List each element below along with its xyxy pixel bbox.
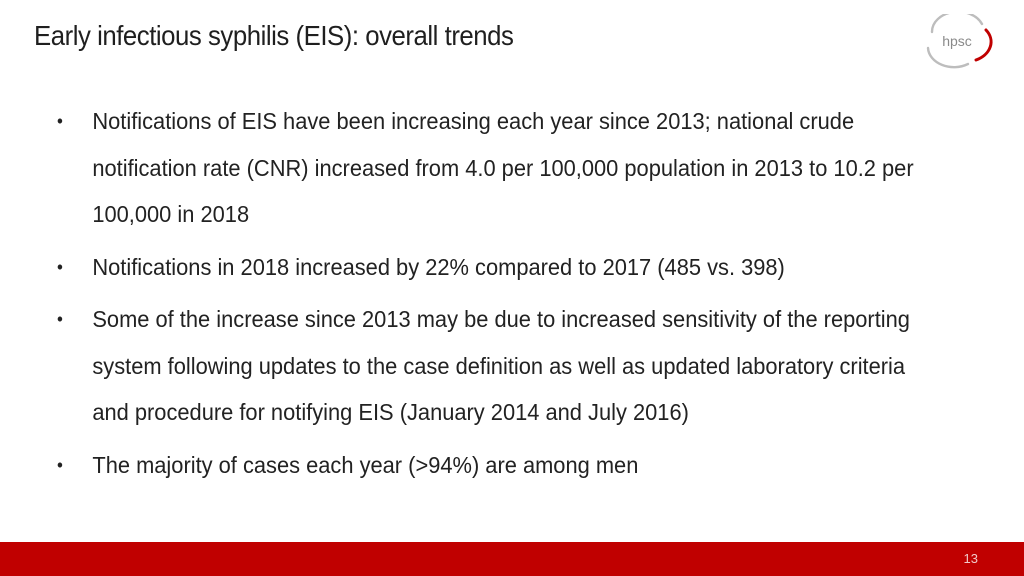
bullet-icon: • [57, 309, 63, 329]
bullet-icon: • [57, 111, 63, 131]
logo-text: hpsc [942, 33, 972, 49]
slide-title: Early infectious syphilis (EIS): overall trends [34, 20, 514, 51]
bullet-icon: • [57, 454, 63, 475]
bullet-item [57, 442, 929, 489]
bullet-text: The majority of cases each year (>94%) are among men [92, 451, 639, 478]
bullet-item [57, 296, 929, 436]
bullet-text: Notifications of EIS have been increasing each year since 2013; national crude notification rate (CNR) increased from 4.0 per 100,000 population in 2013 to 10.2 per 100,000 in 2018 [92, 108, 914, 227]
bullet-text: Notifications in 2018 increased by 22% compared to 2017 (485 vs. 398) [92, 253, 785, 280]
hpsc-logo [916, 14, 998, 70]
page-number: 13 [963, 551, 978, 566]
bullet-list [57, 98, 937, 488]
footer-bar [0, 542, 1024, 576]
bullet-text: Some of the increase since 2013 may be due to increased sensitivity of the reporting system following updates to the case definition as well as updated laboratory criteria and procedure for notifying EIS (January 2014 and July 2016) [92, 306, 910, 425]
bullet-item [57, 98, 929, 238]
bullet-item [57, 244, 929, 291]
bullet-icon: • [57, 256, 63, 277]
